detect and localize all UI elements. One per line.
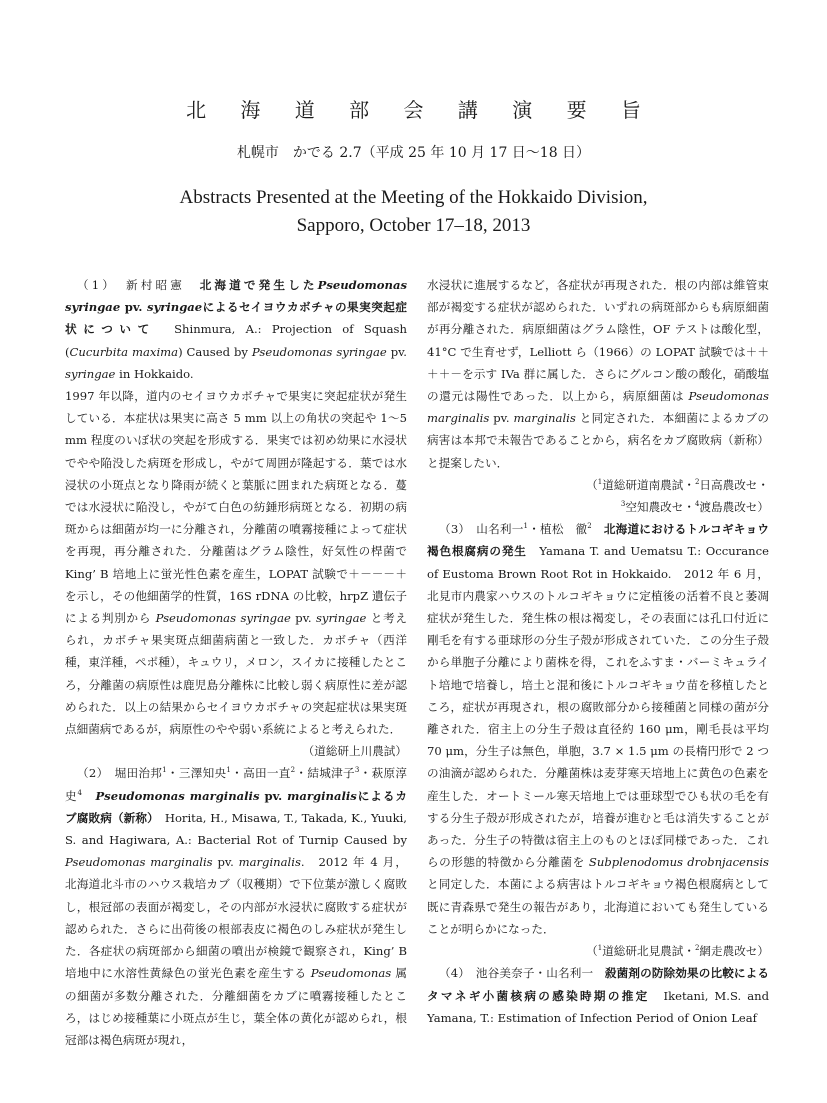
abstract-title: 北海道で発生したPseudomonas syringae pv. syringaeによるセイヨウカボチャの果実突起症状について bbox=[65, 278, 407, 337]
abstract-title: 殺菌剤の防除効果の比較によるタマネギ小菌核病の感染時期の推定 bbox=[427, 966, 769, 1003]
abstract-english-title: Iketani, M.S. and Yamana, T.: Estimation of Infection Period of Onion Leaf bbox=[427, 988, 769, 1025]
meeting-venue-date: 札幌市 かでる 2.7（平成 25 年 10 月 17 日〜18 日） bbox=[236, 145, 591, 161]
english-title bbox=[0, 184, 827, 240]
abstract-english-title: Shinmura, A.: Projection of Squash (Cucurbita maxima) Caused by Pseudomonas syringae pv. syringae in Hokkaido. bbox=[65, 322, 407, 381]
abstract-number: （2） bbox=[77, 766, 103, 781]
abstract-authors: 堀田治邦$^1$・三澤知央$^1$・高田一直$^2$・結城津子$^3$・萩原淳史$^4$ bbox=[65, 766, 407, 803]
abstract-authors: 新村昭憲 bbox=[125, 278, 185, 292]
english-title-line-1: Abstracts Presented at the Meeting of the Hokkaido Division, bbox=[179, 187, 648, 208]
abstract-authors: 池谷美奈子・山名利一 bbox=[475, 966, 594, 981]
abstract-title: Pseudomonas marginalis pv. marginalisによるカブ腐敗病（新称） bbox=[65, 788, 407, 825]
english-title-line-2: Sapporo, October 17–18, 2013 bbox=[296, 215, 531, 236]
abstract-affiliation: （道総研上川農試） bbox=[302, 744, 407, 759]
abstract-number: （4） bbox=[439, 966, 465, 981]
abstract-body: 2012 年 4 月，北海道北斗市のハウス栽培カブ（収穫期）で下位葉が激しく腐敗し，根冠部の表面が褐変し，その内部が水浸状に腐敗する症状が認められた．さらに出荷後の根部表皮に褐色のしみ症状が発生した．各症状の病斑部から細菌の噴出が検鏡で観察され，King’ B 培地中に水溶性黄緑色の蛍光色素を産生する Pseudomonas 属の細菌が多数分離された．分離細菌をカブに噴霧接種したところ，はじめ接種葉に小斑点が生じ，葉全体の黄化が認められ，根冠部は褐色病斑が現れ， bbox=[65, 855, 407, 1047]
abstract-body: 2012 年 6 月，北見市内農家ハウスのトルコギキョウに定植後の活着不良と萎凋症状が発生した．発生株の根は褐変し，その表面には孔口付近に剛毛を有する亜球形の分生子殻が形成されていた．この分生子殻から単胞子分離により菌株を得，これをふすま・バーミキュライト培地で培養し，培土と混和後にトルコギキョウ苗を移植したところ，症状が再現され，根の腐敗部分から接種菌と同様の菌が分離された．宿主上の分生子殻は直径約 160 μm，剛毛長は平均 70 μm，分生子は無色，単胞，3.7 × 1.5 μm の長楕円形で 2 つの油滴が認められた．分離菌株は麦芽寒天培地上に黄色の色素を産生した．オートミール寒天培地上では亜球型でひも状の毛を有する分生子殻が形成されたが，培養が進むと毛は消失することがあった．分生子の特徴は宿主上のものとほぼ同様であった．これらの形態的特徴から分離菌を Subplenodomus drobnjacensis と同定した．本菌による病害はトルコギキョウ褐色根腐病として既に青森県で発生の報告があり，北海道においても発生していることが明らかになった． bbox=[427, 566, 769, 936]
abstract-authors: 山名利一$^1$・植松 徹$^2$ bbox=[476, 522, 592, 537]
abstract-number: （1） bbox=[77, 278, 112, 292]
abstract-english-title: Horita, H., Misawa, T., Takada, K., Yuuki, S. and Hagiwara, A.: Bacterial Rot of Turnip Caused by Pseudomonas marginalis pv. marginalis. bbox=[65, 810, 407, 870]
abstract-body: 1997 年以降，道内のセイヨウカボチャで果実に突起症状が発生している．本症状は果実に高さ 5 mm 以上の角状の突起や 1〜5 mm 程度のいぼ状の突起を形成する．果実では初め幼果に水浸状でやや陥没した病斑を形成し，やがて周囲が隆起する．葉では水浸状の小斑点となり降雨が続くと葉脈に囲まれた病斑となる．蔓では水浸状に陥没し，やがて白色の紡錘形病斑となる．初期の病斑からは細菌が均一に分離され，分離菌の噴霧接種によって症状を再現，再分離された．分離菌はグラム陰性，好気性の桿菌で King’ B 培地上に蛍光性色素を産生，LOPAT 試験で＋－－－＋を示し，その他細菌学的性質，16S rDNA の比較，hrpZ 遺伝子による判別から Pseudomonas syringae pv. syringae と考えられ，カボチャ果実斑点細菌病菌と一致した．カボチャ（西洋種，東洋種，ペポ種），キュウリ，メロン，スイカに接種したところ，分離菌の病原性は鹿児島分離株に比較し弱く病原性に差が認められた．以上の結果からセイヨウカボチャの突起症状は果実斑点細菌病であるが，病原性のやや弱い系統によると考えられた． bbox=[65, 389, 408, 737]
left-column bbox=[65, 274, 407, 1051]
abstract-3 bbox=[427, 518, 769, 940]
abstract-number: （3） bbox=[439, 522, 465, 537]
abstract-affiliation: （$^1$道総研道南農試・$^2$日高農改セ・ $^3$空知農改セ・$^4$渡島農改セ） bbox=[586, 477, 769, 515]
right-column bbox=[427, 274, 769, 1029]
abstract-1 bbox=[65, 274, 407, 385]
abstract-2 bbox=[65, 762, 407, 1051]
abstract-title: 北海道におけるトルコギキョウ褐色根腐病の発生 bbox=[427, 522, 769, 559]
abstract-4 bbox=[427, 962, 769, 1029]
page-title: 北 海 道 部 会 講 演 要 旨 bbox=[186, 98, 655, 122]
abstract-affiliation: （$^1$道総研北見農試・$^2$網走農改セ） bbox=[586, 944, 769, 959]
abstract-english-title: Yamana T. and Uematsu T.: Occurance of Eustoma Brown Root Rot in Hokkaido. bbox=[427, 544, 769, 581]
abstract-2-continued: 水浸状に進展するなど，各症状が再現された．根の内部は維管束部が褐変する症状が認められた．いずれの病斑部からも病原細菌が再分離された．病原細菌はグラム陰性，OF テストは酸化型，41°C で生育せず，Lelliott ら（1966）の LOPAT 試験では＋＋＋＋－を示す IVa 群に属した．さらにグルコン酸の酸化，硝酸塩の還元は陽性であった．以上から，病原細菌は Pseudomonas marginalis pv. marginalis と同定された．本細菌によるカブの病害は本邦で未報告であることから，病名をカブ腐敗病（新称）と提案したい． bbox=[427, 278, 769, 470]
